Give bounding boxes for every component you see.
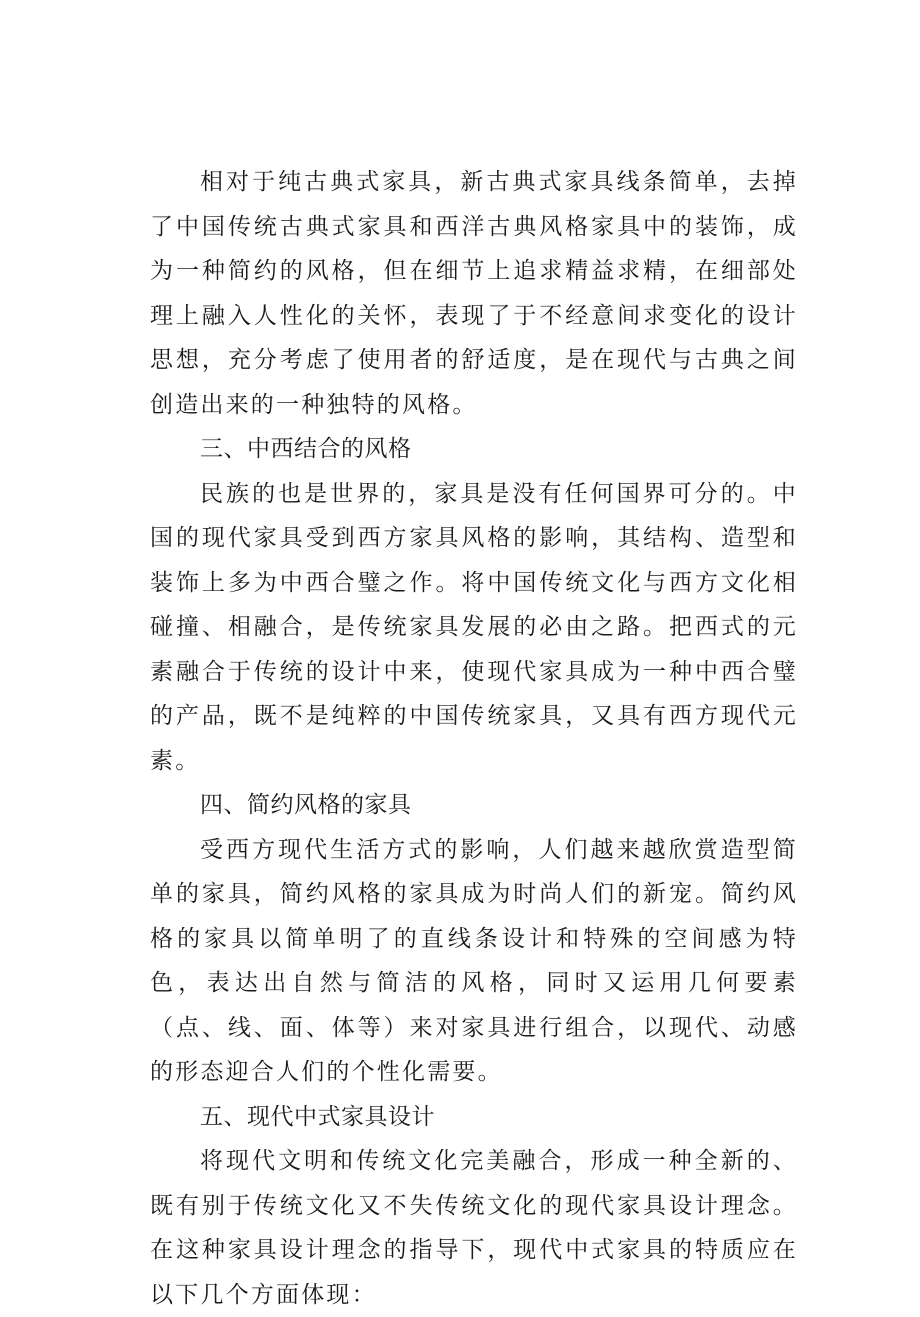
heading-minimalist-style: 四、简约风格的家具 — [200, 792, 412, 818]
paragraph-minimalist-style: 受西方现代生活方式的影响，人们越来越欣赏造型简单的家具，简约风格的家具成为时尚人们的新宠。简约风格的家具以简单明了的直线条设计和特殊的空间感为特色，表达出自然与简洁的风格，同时又运用几何要素（点、线、面、体等）来对家具进行组合，以现代、动感的形态迎合人们的个性化需要。 — [150, 836, 798, 1085]
paragraph-neoclassical-style: 相对于纯古典式家具，新古典式家具线条简单，去掉了中国传统古典式家具和西洋古典风格家具中的装饰，成为一种简约的风格，但在细节上追求精益求精，在细部处理上融入人性化的关怀，表现了于不经意间求变化的设计思想，充分考虑了使用者的舒适度，是在现代与古典之间创造出来的一种独特的风格。 — [150, 169, 798, 418]
paragraph-modern-chinese-design: 将现代文明和传统文化完美融合，形成一种全新的、既有别于传统文化又不失传统文化的现代家具设计理念。在这种家具设计理念的指导下，现代中式家具的特质应在以下几个方面体现： — [150, 1148, 798, 1308]
paragraph-chinese-western-style: 民族的也是世界的，家具是没有任何国界可分的。中国的现代家具受到西方家具风格的影响，其结构、造型和装饰上多为中西合璧之作。将中国传统文化与西方文化相碰撞、相融合，是传统家具发展的必由之路。把西式的元素融合于传统的设计中来，使现代家具成为一种中西合璧的产品，既不是纯粹的中国传统家具，又具有西方现代元素。 — [150, 480, 798, 774]
heading-modern-chinese-design: 五、现代中式家具设计 — [200, 1103, 435, 1130]
document-body — [150, 160, 798, 1317]
heading-chinese-western-style: 三、中西结合的风格 — [200, 436, 412, 462]
